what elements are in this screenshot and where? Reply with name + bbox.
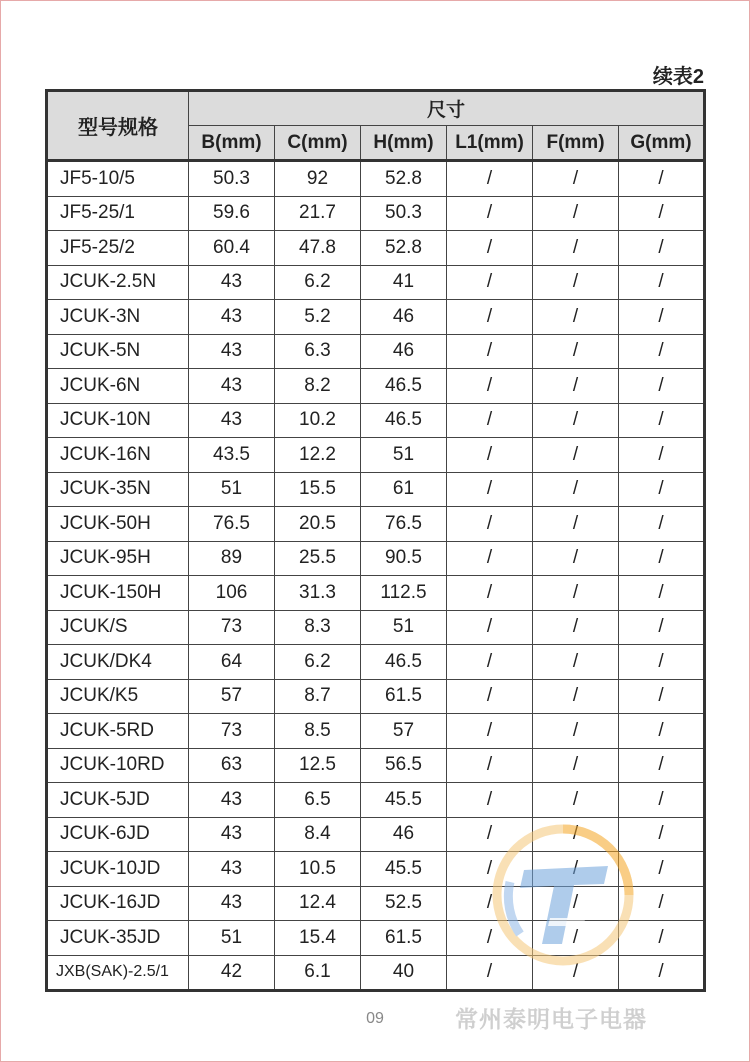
table-row <box>47 783 705 818</box>
value-cell: 51 <box>189 921 275 956</box>
value-cell: / <box>619 300 705 335</box>
value-cell: / <box>619 955 705 991</box>
value-cell: 10.5 <box>275 852 361 887</box>
value-cell: 51 <box>361 610 447 645</box>
value-cell: / <box>447 921 533 956</box>
model-cell: JCUK-150H <box>47 576 189 611</box>
value-cell: / <box>619 852 705 887</box>
value-cell: 76.5 <box>189 507 275 542</box>
value-cell: 6.5 <box>275 783 361 818</box>
table-row <box>47 748 705 783</box>
value-cell: 6.2 <box>275 645 361 680</box>
value-cell: / <box>533 679 619 714</box>
value-cell: / <box>619 576 705 611</box>
value-cell: 6.3 <box>275 334 361 369</box>
value-cell: / <box>619 231 705 266</box>
value-cell: 60.4 <box>189 231 275 266</box>
value-cell: 46 <box>361 334 447 369</box>
value-cell: 52.8 <box>361 161 447 197</box>
value-cell: / <box>619 334 705 369</box>
value-cell: / <box>447 161 533 197</box>
value-cell: / <box>533 541 619 576</box>
value-cell: 43 <box>189 783 275 818</box>
value-cell: 61.5 <box>361 921 447 956</box>
model-column-header: 型号规格 <box>47 91 189 161</box>
table-row <box>47 610 705 645</box>
value-cell: / <box>533 472 619 507</box>
value-cell: / <box>619 783 705 818</box>
model-cell: JCUK/S <box>47 610 189 645</box>
value-cell: / <box>533 334 619 369</box>
value-cell: / <box>447 300 533 335</box>
value-cell: 59.6 <box>189 196 275 231</box>
value-cell: / <box>533 300 619 335</box>
value-cell: / <box>619 748 705 783</box>
value-cell: 15.5 <box>275 472 361 507</box>
value-cell: / <box>447 610 533 645</box>
continued-label: 续表2 <box>652 66 704 88</box>
value-cell: 8.4 <box>275 817 361 852</box>
model-cell: JCUK-10N <box>47 403 189 438</box>
page-number: 09 <box>366 1010 384 1027</box>
value-cell: / <box>619 645 705 680</box>
value-cell: / <box>619 541 705 576</box>
model-cell: JXB(SAK)-2.5/1 <box>47 955 189 991</box>
model-cell: JCUK/DK4 <box>47 645 189 680</box>
value-cell: / <box>447 783 533 818</box>
table-row <box>47 300 705 335</box>
column-header-f: F(mm) <box>533 126 619 161</box>
column-header-g: G(mm) <box>619 126 705 161</box>
value-cell: 51 <box>361 438 447 473</box>
value-cell: / <box>619 610 705 645</box>
model-cell: JCUK-16N <box>47 438 189 473</box>
table-row <box>47 541 705 576</box>
value-cell: 43 <box>189 334 275 369</box>
value-cell: 8.2 <box>275 369 361 404</box>
table-row <box>47 231 705 266</box>
value-cell: / <box>533 265 619 300</box>
value-cell: / <box>619 714 705 749</box>
model-cell: JCUK-16JD <box>47 886 189 921</box>
value-cell: 52.5 <box>361 886 447 921</box>
value-cell: / <box>619 369 705 404</box>
value-cell: / <box>533 645 619 680</box>
value-cell: / <box>533 886 619 921</box>
value-cell: / <box>533 817 619 852</box>
value-cell: / <box>619 507 705 542</box>
value-cell: / <box>533 438 619 473</box>
model-cell: JCUK-10JD <box>47 852 189 887</box>
model-cell: JCUK-50H <box>47 507 189 542</box>
model-cell: JCUK-6JD <box>47 817 189 852</box>
model-cell: JCUK-3N <box>47 300 189 335</box>
value-cell: 43 <box>189 300 275 335</box>
table-row <box>47 265 705 300</box>
model-cell: JCUK-35JD <box>47 921 189 956</box>
model-cell: JCUK-35N <box>47 472 189 507</box>
value-cell: / <box>447 369 533 404</box>
value-cell: / <box>447 334 533 369</box>
table-row <box>47 576 705 611</box>
model-cell: JCUK-5RD <box>47 714 189 749</box>
table-row <box>47 472 705 507</box>
value-cell: 50.3 <box>189 161 275 197</box>
value-cell: 45.5 <box>361 852 447 887</box>
value-cell: / <box>619 403 705 438</box>
value-cell: / <box>533 576 619 611</box>
value-cell: 43 <box>189 886 275 921</box>
value-cell: / <box>619 161 705 197</box>
model-cell: JCUK-5JD <box>47 783 189 818</box>
value-cell: / <box>533 921 619 956</box>
value-cell: / <box>533 748 619 783</box>
column-header-b: B(mm) <box>189 126 275 161</box>
company-logo-icon <box>490 822 636 968</box>
value-cell: 57 <box>361 714 447 749</box>
table-row <box>47 334 705 369</box>
value-cell: 51 <box>189 472 275 507</box>
value-cell: 6.1 <box>275 955 361 991</box>
value-cell: 63 <box>189 748 275 783</box>
value-cell: 41 <box>361 265 447 300</box>
table-row <box>47 645 705 680</box>
table-row <box>47 438 705 473</box>
value-cell: 47.8 <box>275 231 361 266</box>
value-cell: 31.3 <box>275 576 361 611</box>
model-cell: JCUK/K5 <box>47 679 189 714</box>
value-cell: 12.2 <box>275 438 361 473</box>
value-cell: 46.5 <box>361 403 447 438</box>
value-cell: 25.5 <box>275 541 361 576</box>
value-cell: 20.5 <box>275 507 361 542</box>
value-cell: 43 <box>189 403 275 438</box>
value-cell: 42 <box>189 955 275 991</box>
value-cell: 8.7 <box>275 679 361 714</box>
value-cell: 92 <box>275 161 361 197</box>
value-cell: / <box>447 748 533 783</box>
value-cell: 57 <box>189 679 275 714</box>
table-row <box>47 369 705 404</box>
value-cell: 73 <box>189 714 275 749</box>
model-cell: JF5-25/2 <box>47 231 189 266</box>
value-cell: / <box>447 438 533 473</box>
value-cell: 5.2 <box>275 300 361 335</box>
table-row <box>47 714 705 749</box>
value-cell: / <box>619 921 705 956</box>
value-cell: 106 <box>189 576 275 611</box>
value-cell: / <box>533 369 619 404</box>
value-cell: / <box>619 472 705 507</box>
value-cell: 89 <box>189 541 275 576</box>
value-cell: / <box>447 541 533 576</box>
column-header-h: H(mm) <box>361 126 447 161</box>
model-cell: JCUK-2.5N <box>47 265 189 300</box>
value-cell: 50.3 <box>361 196 447 231</box>
value-cell: / <box>447 231 533 266</box>
value-cell: / <box>533 955 619 991</box>
model-cell: JCUK-5N <box>47 334 189 369</box>
value-cell: / <box>533 783 619 818</box>
value-cell: 40 <box>361 955 447 991</box>
company-name: 常州泰明电子电器 <box>455 1006 647 1032</box>
model-cell: JF5-25/1 <box>47 196 189 231</box>
value-cell: 52.8 <box>361 231 447 266</box>
value-cell: / <box>533 507 619 542</box>
value-cell: / <box>447 645 533 680</box>
value-cell: 61 <box>361 472 447 507</box>
table-row <box>47 403 705 438</box>
value-cell: 46 <box>361 817 447 852</box>
value-cell: / <box>447 507 533 542</box>
model-cell: JCUK-95H <box>47 541 189 576</box>
value-cell: 43 <box>189 369 275 404</box>
value-cell: / <box>619 886 705 921</box>
value-cell: 21.7 <box>275 196 361 231</box>
value-cell: / <box>619 196 705 231</box>
value-cell: 45.5 <box>361 783 447 818</box>
value-cell: 8.3 <box>275 610 361 645</box>
value-cell: / <box>447 817 533 852</box>
model-cell: JF5-10/5 <box>47 161 189 197</box>
value-cell: / <box>619 679 705 714</box>
table-row <box>47 161 705 197</box>
value-cell: 64 <box>189 645 275 680</box>
value-cell: / <box>447 196 533 231</box>
value-cell: / <box>619 817 705 852</box>
value-cell: 15.4 <box>275 921 361 956</box>
value-cell: 12.5 <box>275 748 361 783</box>
value-cell: 8.5 <box>275 714 361 749</box>
column-header-c: C(mm) <box>275 126 361 161</box>
value-cell: 56.5 <box>361 748 447 783</box>
table-row <box>47 679 705 714</box>
value-cell: 90.5 <box>361 541 447 576</box>
value-cell: / <box>533 196 619 231</box>
value-cell: / <box>533 403 619 438</box>
value-cell: 46.5 <box>361 369 447 404</box>
value-cell: / <box>619 265 705 300</box>
value-cell: / <box>447 714 533 749</box>
value-cell: / <box>447 955 533 991</box>
value-cell: 76.5 <box>361 507 447 542</box>
value-cell: / <box>533 161 619 197</box>
value-cell: / <box>533 714 619 749</box>
value-cell: 73 <box>189 610 275 645</box>
value-cell: / <box>533 231 619 266</box>
value-cell: 43 <box>189 265 275 300</box>
value-cell: 10.2 <box>275 403 361 438</box>
value-cell: 43.5 <box>189 438 275 473</box>
value-cell: / <box>447 265 533 300</box>
value-cell: 46 <box>361 300 447 335</box>
value-cell: 6.2 <box>275 265 361 300</box>
model-cell: JCUK-10RD <box>47 748 189 783</box>
value-cell: 43 <box>189 852 275 887</box>
value-cell: 43 <box>189 817 275 852</box>
value-cell: / <box>447 679 533 714</box>
value-cell: / <box>447 576 533 611</box>
table-row <box>47 196 705 231</box>
value-cell: / <box>533 610 619 645</box>
dimension-group-header: 尺寸 <box>189 91 705 126</box>
value-cell: 112.5 <box>361 576 447 611</box>
model-cell: JCUK-6N <box>47 369 189 404</box>
value-cell: / <box>619 438 705 473</box>
value-cell: / <box>447 886 533 921</box>
value-cell: / <box>447 852 533 887</box>
value-cell: / <box>447 472 533 507</box>
value-cell: / <box>447 403 533 438</box>
value-cell: 12.4 <box>275 886 361 921</box>
value-cell: 46.5 <box>361 645 447 680</box>
table-row <box>47 507 705 542</box>
column-header-l1: L1(mm) <box>447 126 533 161</box>
value-cell: 61.5 <box>361 679 447 714</box>
